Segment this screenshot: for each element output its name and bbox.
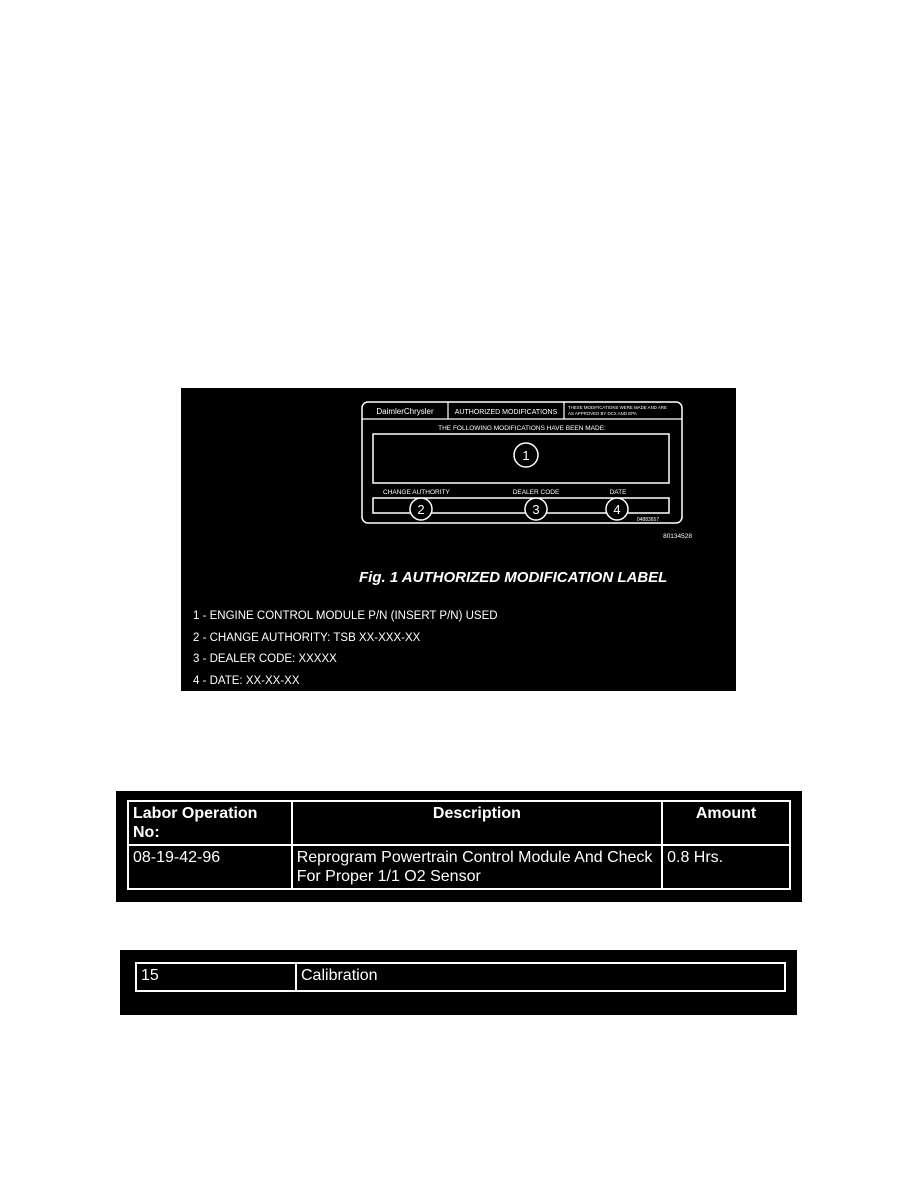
legend-item: 3 - DEALER CODE: XXXXX [193, 653, 337, 665]
header-amount: Amount [662, 801, 790, 845]
cell-calibration-label: Calibration [296, 963, 785, 991]
label-brand: DaimlerChrysler [376, 407, 434, 416]
image-reference: 80134528 [663, 533, 692, 540]
figure-panel [181, 388, 736, 691]
cell-operation-no: 08-19-42-96 [128, 845, 292, 889]
callout-3-number: 3 [532, 502, 540, 517]
label-heading: AUTHORIZED MODIFICATIONS [454, 409, 558, 416]
callout-1-number: 1 [522, 448, 530, 463]
cell-calibration-code: 15 [136, 963, 296, 991]
calibration-table [135, 962, 786, 992]
table-row [128, 845, 790, 889]
callout-4-number: 4 [613, 502, 621, 517]
figure-caption: Fig. 1 AUTHORIZED MODIFICATION LABEL [359, 569, 668, 586]
field-change-authority: CHANGE AUTHORITY [383, 489, 450, 496]
labor-table [127, 800, 791, 890]
label-part-number: 04883657 [636, 517, 660, 523]
table-row [136, 963, 785, 991]
field-dealer-code: DEALER CODE [512, 489, 560, 496]
legend-item: 1 - ENGINE CONTROL MODULE P/N (INSERT P/N) USED [193, 610, 498, 622]
calibration-table-panel [120, 950, 797, 1015]
labor-table-panel [116, 791, 802, 902]
label-notice-line2: AS APPROVED BY DCX AND EPA [568, 411, 637, 416]
cell-description: Reprogram Powertrain Control Module And Check For Proper 1/1 O2 Sensor [292, 845, 662, 889]
cell-amount: 0.8 Hrs. [662, 845, 790, 889]
header-description: Description [292, 801, 662, 845]
callout-2-number: 2 [417, 502, 425, 517]
field-date: DATE [609, 489, 627, 496]
figure-legend [193, 606, 498, 692]
legend-item: 2 - CHANGE AUTHORITY: TSB XX-XXX-XX [193, 631, 421, 644]
label-subheading: THE FOLLOWING MODIFICATIONS HAVE BEEN MADE: [438, 425, 606, 432]
legend-item: 4 - DATE: XX-XX-XX [193, 674, 300, 687]
labor-table-header-row [128, 801, 790, 845]
header-labor-operation: Labor Operation No: [128, 801, 292, 845]
label-notice-line1: THESE MODIFICATIONS WERE MADE AND ARE [568, 405, 667, 410]
